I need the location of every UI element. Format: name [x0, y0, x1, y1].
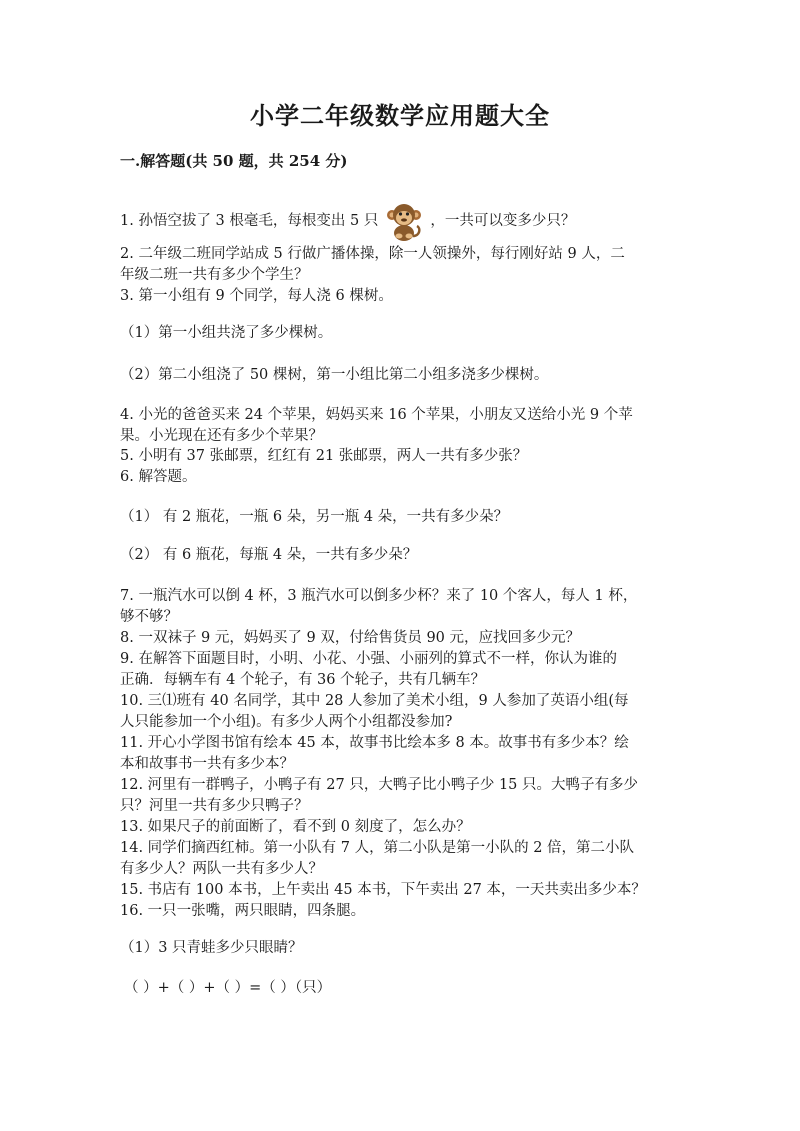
question-5: 5. 小明有 37 张邮票，红红有 21 张邮票，两人一共有多少张？: [120, 448, 528, 464]
section-heading: 一.解答题(共 50 题，共 254 分): [120, 152, 348, 170]
question-6-part-1: （1） 有 2 瓶花，一瓶 6 朵，另一瓶 4 朵，一共有多少朵？: [120, 509, 509, 525]
question-1-text-a: 1. 孙悟空拔了 3 根毫毛，每根变出 5 只: [120, 213, 379, 229]
question-9-line-2: 正确．每辆车有 4 个轮子，有 36 个轮子，共有几辆车？: [120, 672, 486, 688]
question-13: 13. 如果尺子的前面断了，看不到 0 刻度了，怎么办？: [120, 819, 471, 835]
question-10-line-1: 10. 三⑴班有 40 名同学，其中 28 人参加了美术小组，9 人参加了英语小组(每: [120, 693, 629, 709]
question-15: 15. 书店有 100 本书，上午卖出 45 本书，下午卖出 27 本，一天共卖出多少本？: [120, 882, 646, 898]
question-6: 6. 解答题。: [120, 469, 197, 485]
page-title: 小学二年级数学应用题大全: [250, 101, 550, 130]
question-6-part-2: （2） 有 6 瓶花，每瓶 4 朵，一共有多少朵？: [120, 547, 418, 563]
question-16: 16. 一只一张嘴，两只眼睛，四条腿。: [120, 903, 366, 919]
question-16-part-1: （1）3 只青蛙多少只眼睛？: [120, 940, 303, 956]
question-4-line-1: 4. 小光的爸爸买来 24 个苹果，妈妈买来 16 个苹果，小朋友又送给小光 9 个苹: [120, 407, 633, 423]
question-14-line-2: 有多少人？两队一共有多少人？: [120, 861, 323, 877]
question-7-line-2: 够不够？: [120, 609, 178, 625]
question-3-part-2: （2）第二小组浇了 50 棵树，第一小组比第二小组多浇多少棵树。: [120, 367, 549, 383]
question-1: [120, 200, 575, 242]
question-10-line-2: 人只能参加一个小组)。有多少人两个小组都没参加?: [120, 714, 453, 730]
question-12-line-2: 只？河里一共有多少只鸭子？: [120, 798, 309, 814]
question-3: 3. 第一小组有 9 个同学，每人浇 6 棵树。: [120, 288, 393, 304]
question-11-line-1: 11. 开心小学图书馆有绘本 45 本，故事书比绘本多 8 本。故事书有多少本？绘: [120, 735, 629, 751]
question-11-line-2: 本和故事书一共有多少本？: [120, 756, 294, 772]
question-2-line-1: 2. 二年级二班同学站成 5 行做广播体操，除一人领操外，每行刚好站 9 人，二: [120, 246, 625, 262]
question-2-line-2: 年级二班一共有多少个学生？: [120, 267, 309, 283]
question-7-line-1: 7. 一瓶汽水可以倒 4 杯，3 瓶汽水可以倒多少杯？来了 10 个客人，每人 1 杯，: [120, 588, 638, 604]
monkey-icon: [384, 200, 424, 242]
question-8: 8. 一双袜子 9 元，妈妈买了 9 双，付给售货员 90 元，应找回多少元？: [120, 630, 580, 646]
question-3-part-1: （1）第一小组共浇了多少棵树。: [120, 325, 333, 341]
question-14-line-1: 14. 同学们摘西红柿。第一小队有 7 人，第二小队是第一小队的 2 倍，第二小队: [120, 840, 635, 856]
question-4-line-2: 果。小光现在还有多少个苹果？: [120, 428, 323, 444]
question-16-fill-blanks: （ ）+（ ）+（ ）=（ ）（只）: [124, 980, 332, 996]
question-1-text-b: ，一共可以变多少只？: [430, 213, 576, 229]
question-12-line-1: 12. 河里有一群鸭子，小鸭子有 27 只，大鸭子比小鸭子少 15 只。大鸭子有多少: [120, 777, 639, 793]
question-9-line-1: 9. 在解答下面题目时，小明、小花、小强、小丽列的算式不一样，你认为谁的: [120, 651, 617, 667]
